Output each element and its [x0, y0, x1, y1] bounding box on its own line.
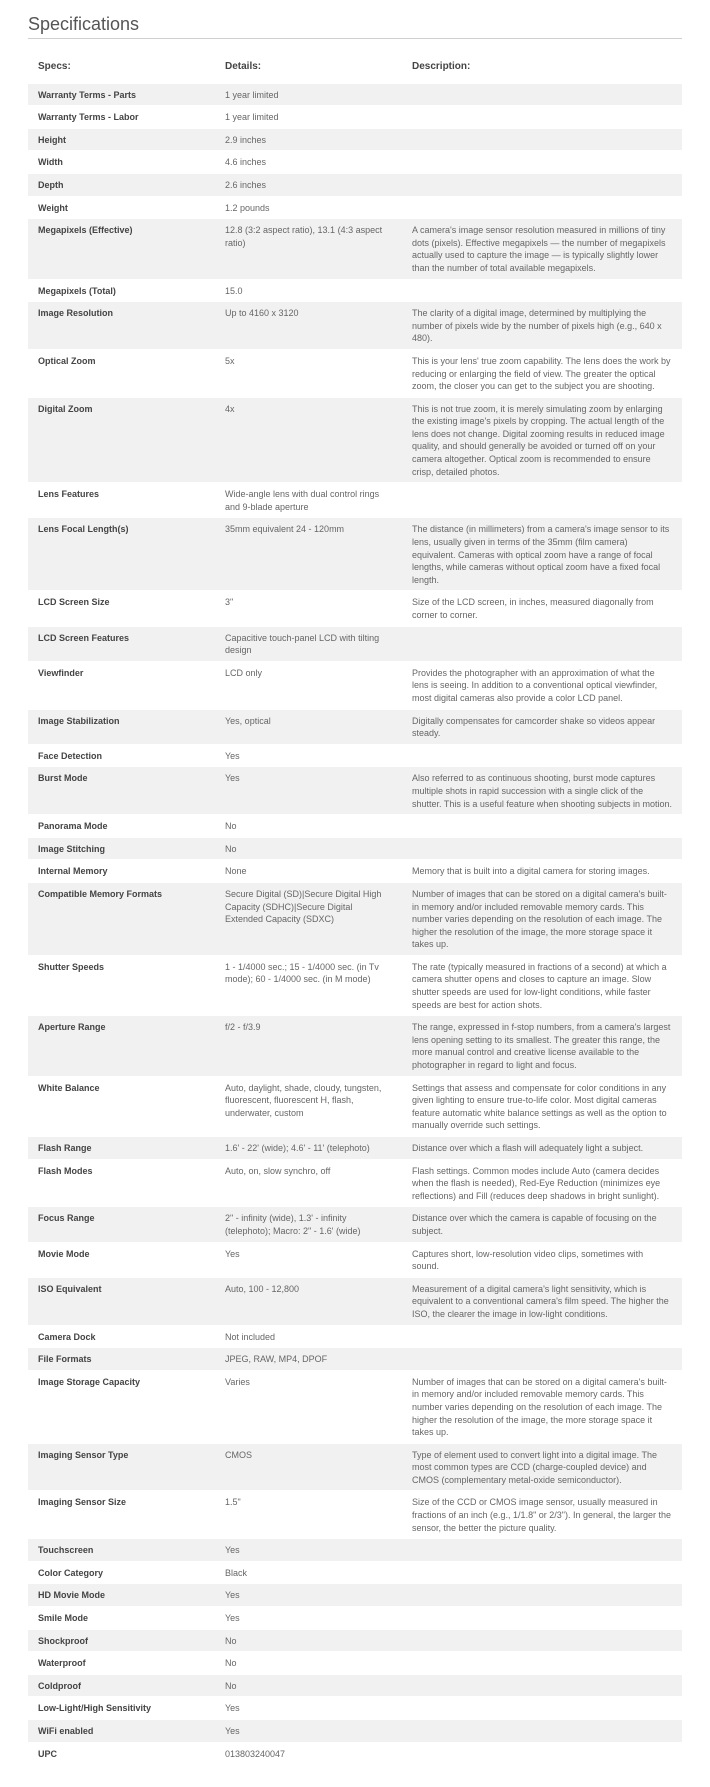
spec-detail: Yes [215, 767, 402, 815]
spec-name: Shutter Speeds [28, 955, 215, 1015]
spec-description [402, 1697, 682, 1720]
spec-detail: f/2 - f/3.9 [215, 1016, 402, 1076]
header-description: Description: [402, 52, 682, 83]
spec-detail: 1 - 1/4000 sec.; 15 - 1/4000 sec. (in Tv mode); 60 - 1/4000 sec. (in M mode) [215, 955, 402, 1015]
spec-name: Optical Zoom [28, 349, 215, 397]
spec-name: Image Stabilization [28, 709, 215, 744]
spec-detail: Not included [215, 1325, 402, 1348]
spec-description: Distance over which the camera is capable of focusing on the subject. [402, 1207, 682, 1242]
spec-detail: 2.9 inches [215, 128, 402, 151]
table-row [28, 1137, 682, 1160]
spec-name: Image Resolution [28, 302, 215, 350]
spec-description [402, 744, 682, 767]
spec-description: Number of images that can be stored on a digital camera's built-in memory and/or included removable memory cards. This number varies depending on the resolution of each image. The higher the resolution of the image, the more storage space it takes up. [402, 1370, 682, 1443]
spec-name: Image Stitching [28, 837, 215, 860]
spec-detail: 12.8 (3:2 aspect ratio), 13.1 (4:3 aspect ratio) [215, 219, 402, 279]
table-row [28, 860, 682, 883]
spec-description [402, 1584, 682, 1607]
table-row [28, 661, 682, 709]
spec-name: Compatible Memory Formats [28, 882, 215, 955]
spec-detail: 35mm equivalent 24 - 120mm [215, 518, 402, 591]
spec-name: Camera Dock [28, 1325, 215, 1348]
spec-name: Megapixels (Total) [28, 279, 215, 302]
table-row [28, 1629, 682, 1652]
spec-detail: Yes, optical [215, 709, 402, 744]
table-row [28, 767, 682, 815]
table-row [28, 1242, 682, 1277]
table-row [28, 397, 682, 483]
spec-name: Touchscreen [28, 1539, 215, 1562]
specifications-table [28, 52, 682, 1764]
spec-name: LCD Screen Features [28, 626, 215, 661]
spec-name: Waterproof [28, 1652, 215, 1675]
table-row [28, 106, 682, 129]
spec-detail: Yes [215, 1720, 402, 1743]
table-row [28, 349, 682, 397]
table-row [28, 1325, 682, 1348]
table-row [28, 1348, 682, 1371]
spec-name: Lens Features [28, 483, 215, 518]
spec-detail: 1.5" [215, 1491, 402, 1539]
spec-name: WiFi enabled [28, 1720, 215, 1743]
spec-detail: Yes [215, 744, 402, 767]
spec-detail: CMOS [215, 1443, 402, 1491]
spec-name: Imaging Sensor Size [28, 1491, 215, 1539]
table-row [28, 1584, 682, 1607]
table-header [28, 52, 682, 83]
table-row [28, 882, 682, 955]
spec-description [402, 279, 682, 302]
spec-description [402, 483, 682, 518]
spec-description [402, 1720, 682, 1743]
spec-name: ISO Equivalent [28, 1277, 215, 1325]
header-specs: Specs: [28, 52, 215, 83]
spec-name: Color Category [28, 1561, 215, 1584]
spec-description: The distance (in millimeters) from a camera's image sensor to its lens, usually given in terms of the 35mm (film camera) equivalent. Cameras with optical zoom have a range of focal lengths, while cameras without optical zoom have a fixed focal length. [402, 518, 682, 591]
spec-description [402, 1539, 682, 1562]
spec-description: Captures short, low-resolution video clips, sometimes with sound. [402, 1242, 682, 1277]
table-row [28, 744, 682, 767]
header-details: Details: [215, 52, 402, 83]
spec-detail: Secure Digital (SD)|Secure Digital High Capacity (SDHC)|Secure Digital Extended Capacity (SDXC) [215, 882, 402, 955]
spec-name: File Formats [28, 1348, 215, 1371]
spec-description [402, 626, 682, 661]
table-row [28, 1491, 682, 1539]
table-row [28, 1539, 682, 1562]
spec-detail: 3" [215, 591, 402, 626]
spec-detail: Wide-angle lens with dual control rings and 9-blade aperture [215, 483, 402, 518]
spec-name: Shockproof [28, 1629, 215, 1652]
table-row [28, 173, 682, 196]
spec-detail: 1.2 pounds [215, 196, 402, 219]
spec-description [402, 151, 682, 174]
spec-detail: 15.0 [215, 279, 402, 302]
spec-name: Digital Zoom [28, 397, 215, 483]
table-row [28, 591, 682, 626]
spec-detail: LCD only [215, 661, 402, 709]
spec-detail: JPEG, RAW, MP4, DPOF [215, 1348, 402, 1371]
spec-detail: 2" - infinity (wide), 1.3' - infinity (telephoto); Macro: 2" - 1.6' (wide) [215, 1207, 402, 1242]
spec-description [402, 1674, 682, 1697]
spec-description: Digitally compensates for camcorder shake so videos appear steady. [402, 709, 682, 744]
spec-description [402, 1742, 682, 1764]
spec-detail: Yes [215, 1697, 402, 1720]
spec-description [402, 1652, 682, 1675]
spec-detail: Yes [215, 1539, 402, 1562]
spec-detail: Auto, 100 - 12,800 [215, 1277, 402, 1325]
spec-description [402, 837, 682, 860]
page-title: Specifications [28, 14, 140, 34]
spec-description: Flash settings. Common modes include Auto (camera decides when the flash is needed), Red-Eye Reduction (minimizes eye reflections) and Fill (reduces deep shadows in bright sunlight). [402, 1159, 682, 1207]
spec-description: The rate (typically measured in fractions of a second) at which a camera shutter opens and closes to capture an image. Slow shutter speeds are used for low-light conditions, while faster speeds are best for action shots. [402, 955, 682, 1015]
spec-description: Memory that is built into a digital camera for storing images. [402, 860, 682, 883]
spec-name: Face Detection [28, 744, 215, 767]
spec-description [402, 173, 682, 196]
spec-description: Number of images that can be stored on a digital camera's built-in memory and/or included removable memory cards. This number varies depending on the resolution of each image. The higher the resolution of the image, the more storage space it takes up. [402, 882, 682, 955]
table-body [28, 83, 682, 1764]
spec-detail: 4.6 inches [215, 151, 402, 174]
table-row [28, 279, 682, 302]
table-row [28, 1076, 682, 1136]
spec-name: Depth [28, 173, 215, 196]
spec-name: Width [28, 151, 215, 174]
spec-name: Megapixels (Effective) [28, 219, 215, 279]
table-row [28, 1159, 682, 1207]
spec-name: Aperture Range [28, 1016, 215, 1076]
spec-description: This is not true zoom, it is merely simulating zoom by enlarging the existing image's pixels by cropping. The actual length of the lens does not change. Digital zooming results in reduced image quality, and should generally be avoided or turned off on your camera altogether. Optical zoom is recommended to ensure crisp, detailed photos. [402, 397, 682, 483]
spec-name: Lens Focal Length(s) [28, 518, 215, 591]
spec-description [402, 1561, 682, 1584]
spec-detail: No [215, 837, 402, 860]
spec-name: HD Movie Mode [28, 1584, 215, 1607]
spec-name: Warranty Terms - Parts [28, 83, 215, 106]
spec-name: Focus Range [28, 1207, 215, 1242]
spec-detail: 1.6' - 22' (wide); 4.6' - 11' (telephoto) [215, 1137, 402, 1160]
spec-name: Internal Memory [28, 860, 215, 883]
spec-detail: Up to 4160 x 3120 [215, 302, 402, 350]
spec-detail: No [215, 1629, 402, 1652]
spec-name: Movie Mode [28, 1242, 215, 1277]
table-row [28, 955, 682, 1015]
table-row [28, 219, 682, 279]
spec-description: This is your lens' true zoom capability. The lens does the work by reducing or enlarging the field of view. The greater the optical zoom, the closer you can get to the subject you are shooting. [402, 349, 682, 397]
table-row [28, 196, 682, 219]
spec-detail: Yes [215, 1242, 402, 1277]
spec-name: Height [28, 128, 215, 151]
spec-description [402, 83, 682, 106]
table-row [28, 518, 682, 591]
spec-detail: No [215, 1674, 402, 1697]
spec-description: Type of element used to convert light into a digital image. The most common types are CCD (charge-coupled device) and CMOS (complementary metal-oxide semiconductor). [402, 1443, 682, 1491]
table-row [28, 1607, 682, 1630]
table-row [28, 302, 682, 350]
spec-description: Provides the photographer with an approximation of what the lens is seeing. In addition to a conventional optical viewfinder, most digital cameras also provide a color LCD panel. [402, 661, 682, 709]
spec-detail: 2.6 inches [215, 173, 402, 196]
spec-description [402, 1607, 682, 1630]
spec-description: Measurement of a digital camera's light sensitivity, which is equivalent to a conventional camera's film speed. The higher the ISO, the clearer the image in low-light conditions. [402, 1277, 682, 1325]
spec-description [402, 815, 682, 838]
spec-name: Flash Range [28, 1137, 215, 1160]
spec-description: A camera's image sensor resolution measured in millions of tiny dots (pixels). Effective megapixels — the number of megapixels actually used to capture the image — is typically slightly lower than the number of total available megapixels. [402, 219, 682, 279]
spec-description: Settings that assess and compensate for color conditions in any given lighting to ensure true-to-life color. Most digital cameras feature automatic white balance settings as well as the option to manually override such settings. [402, 1076, 682, 1136]
spec-detail: 1 year limited [215, 83, 402, 106]
spec-name: Smile Mode [28, 1607, 215, 1630]
spec-name: Image Storage Capacity [28, 1370, 215, 1443]
spec-description [402, 1348, 682, 1371]
table-row [28, 837, 682, 860]
spec-detail: 4x [215, 397, 402, 483]
spec-name: Flash Modes [28, 1159, 215, 1207]
table-row [28, 1443, 682, 1491]
spec-name: Low-Light/High Sensitivity [28, 1697, 215, 1720]
spec-detail: Yes [215, 1607, 402, 1630]
spec-name: Panorama Mode [28, 815, 215, 838]
spec-name: White Balance [28, 1076, 215, 1136]
spec-description [402, 128, 682, 151]
spec-description [402, 1629, 682, 1652]
spec-description [402, 106, 682, 129]
spec-detail: Capacitive touch-panel LCD with tilting design [215, 626, 402, 661]
table-row [28, 709, 682, 744]
spec-detail: No [215, 1652, 402, 1675]
spec-detail: Auto, daylight, shade, cloudy, tungsten, fluorescent, fluorescent H, flash, underwater, custom [215, 1076, 402, 1136]
table-row [28, 151, 682, 174]
table-row [28, 1561, 682, 1584]
spec-name: Warranty Terms - Labor [28, 106, 215, 129]
spec-description [402, 196, 682, 219]
table-row [28, 128, 682, 151]
spec-detail: 013803240047 [215, 1742, 402, 1764]
spec-description [402, 1325, 682, 1348]
table-row [28, 83, 682, 106]
header-row [28, 52, 682, 83]
spec-name: LCD Screen Size [28, 591, 215, 626]
spec-description: The range, expressed in f-stop numbers, from a camera's largest lens opening setting to its smallest. The greater this range, the more manual control and creative license available to the photographer in regard to light and focus. [402, 1016, 682, 1076]
spec-detail: 5x [215, 349, 402, 397]
table-row [28, 1697, 682, 1720]
spec-detail: No [215, 815, 402, 838]
table-row [28, 815, 682, 838]
spec-name: Weight [28, 196, 215, 219]
spec-detail: Yes [215, 1584, 402, 1607]
spec-detail: None [215, 860, 402, 883]
spec-detail: Varies [215, 1370, 402, 1443]
spec-name: Viewfinder [28, 661, 215, 709]
spec-description: Distance over which a flash will adequately light a subject. [402, 1137, 682, 1160]
spec-detail: Black [215, 1561, 402, 1584]
spec-description: Also referred to as continuous shooting, burst mode captures multiple shots in rapid succession with a single click of the shutter. This is a useful feature when shooting subjects in motion. [402, 767, 682, 815]
spec-name: Burst Mode [28, 767, 215, 815]
table-row [28, 483, 682, 518]
spec-name: Imaging Sensor Type [28, 1443, 215, 1491]
table-row [28, 1720, 682, 1743]
table-row [28, 1652, 682, 1675]
table-row [28, 1016, 682, 1076]
table-row [28, 1742, 682, 1764]
spec-description: Size of the LCD screen, in inches, measured diagonally from corner to corner. [402, 591, 682, 626]
spec-description: The clarity of a digital image, determined by multiplying the number of pixels wide by the number of pixels high (e.g., 640 x 480). [402, 302, 682, 350]
title-divider [28, 38, 682, 39]
table-row [28, 1370, 682, 1443]
table-row [28, 1207, 682, 1242]
table-row [28, 626, 682, 661]
spec-detail: 1 year limited [215, 106, 402, 129]
spec-name: Coldproof [28, 1674, 215, 1697]
table-row [28, 1277, 682, 1325]
spec-detail: Auto, on, slow synchro, off [215, 1159, 402, 1207]
spec-name: UPC [28, 1742, 215, 1764]
table-row [28, 1674, 682, 1697]
spec-description: Size of the CCD or CMOS image sensor, usually measured in fractions of an inch (e.g., 1/1.8" or 2/3"). In general, the larger the sensor, the better the picture quality. [402, 1491, 682, 1539]
